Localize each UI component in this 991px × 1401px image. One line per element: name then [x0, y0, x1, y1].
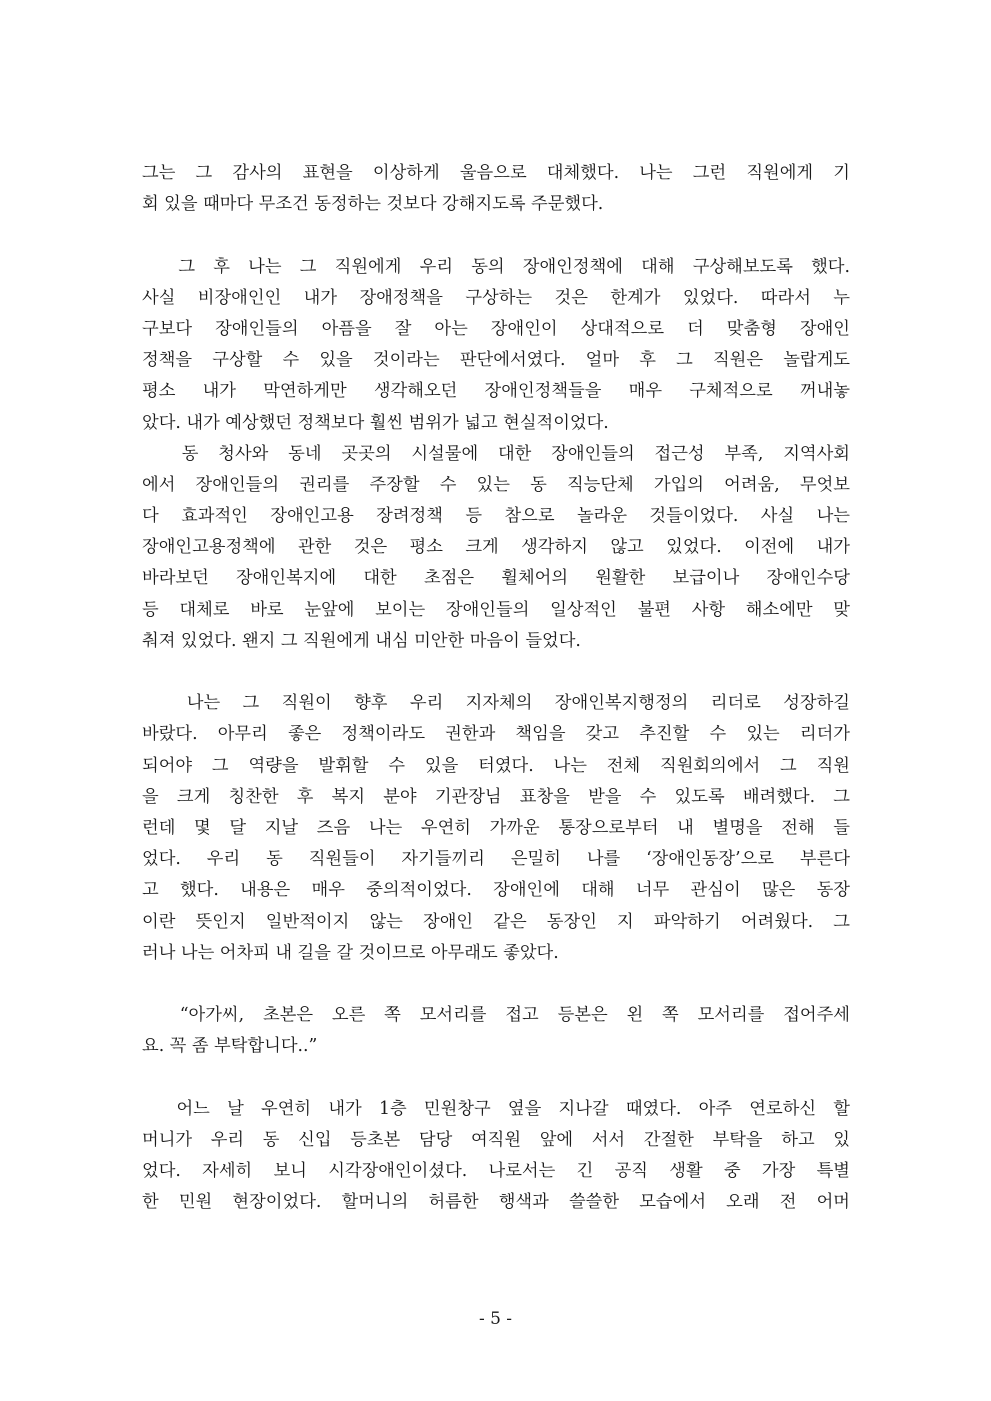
- text-line: 었다. 우리 동 직원들이 자기들끼리 은밀히 나를 ‘장애인동장’으로 부른다: [142, 849, 850, 870]
- text-line: 았다. 내가 예상했던 정책보다 훨씬 범위가 넓고 현실적이었다.: [142, 412, 609, 433]
- paragraph-4: [142, 1000, 850, 1062]
- text-line: 을 크게 칭찬한 후 복지 분야 기관장님 표창을 받을 수 있도록 배려했다. 그: [142, 786, 850, 807]
- paragraph-5: [142, 1094, 850, 1219]
- text-line: 등 대체로 바로 눈앞에 보이는 장애인들의 일상적인 불편 사항 해소에만 맞: [142, 599, 850, 620]
- text-line: 바라보던 장애인복지에 대한 초점은 휠체어의 원활한 보급이나 장애인수당: [142, 568, 850, 589]
- text-line: 구보다 장애인들의 아픔을 잘 아는 장애인이 상대적으로 더 맞춤형 장애인: [142, 318, 850, 339]
- text-line: 다 효과적인 장애인고용 장려정책 등 참으로 놀라운 것들이었다. 사실 나는: [142, 506, 850, 527]
- paragraph-3: [142, 688, 850, 969]
- text-line: 에서 장애인들의 권리를 주장할 수 있는 동 직능단체 가입의 어려움, 무엇보: [142, 474, 850, 495]
- paragraph-gap: [142, 220, 850, 251]
- text-line: 회 있을 때마다 무조건 동정하는 것보다 강해지도록 주문했다.: [142, 194, 604, 215]
- text-line: 정책을 구상할 수 있을 것이라는 판단에서였다. 얼마 후 그 직원은 놀랍게도: [142, 350, 850, 371]
- text-line: 머니가 우리 동 신입 등초본 담당 여직원 앞에 서서 간절한 부탁을 하고 있: [142, 1129, 850, 1150]
- text-line: 었다. 자세히 보니 시각장애인이셨다. 나로서는 긴 공직 생활 중 가장 특별: [142, 1161, 850, 1181]
- paragraph-gap: [142, 657, 850, 688]
- text-line: 평소 내가 막연하게만 생각해오던 장애인정책들을 매우 구체적으로 꺼내놓: [142, 381, 850, 402]
- text-line: 나는 그 직원이 향후 우리 지자체의 장애인복지행정의 리더로 성장하길: [142, 693, 850, 714]
- paragraph-gap: [142, 1062, 850, 1093]
- page-body: [142, 158, 850, 1218]
- text-line: 러나 나는 어차피 내 길을 갈 것이므로 아무래도 좋았다.: [142, 942, 559, 963]
- text-line: 춰져 있었다. 왠지 그 직원에게 내심 미안한 마음이 들었다.: [142, 630, 581, 651]
- text-line: 되어야 그 역량을 발휘할 수 있을 터였다. 나는 전체 직원회의에서 그 직원: [142, 755, 850, 776]
- text-line: 런데 몇 달 지날 즈음 나는 우연히 가까운 통장으로부터 내 별명을 전해 들: [142, 817, 850, 838]
- text-line: 그는 그 감사의 표현을 이상하게 울음으로 대체했다. 나는 그런 직원에게 기: [142, 163, 850, 183]
- text-line: 장애인고용정책에 관한 것은 평소 크게 생각하지 않고 있었다. 이전에 내가: [142, 537, 850, 558]
- text-line: 어느 날 우연히 내가 1층 민원창구 옆을 지나갈 때였다. 아주 연로하신 할: [142, 1098, 850, 1119]
- paragraph-1: [142, 158, 850, 220]
- page-number: - 5 -: [478, 1309, 513, 1329]
- text-line: 요. 꼭 좀 부탁합니다..”: [142, 1036, 318, 1057]
- paragraph-gap: [142, 969, 850, 1000]
- text-line: 사실 비장애인인 내가 장애정책을 구상하는 것은 한계가 있었다. 따라서 누: [142, 287, 850, 308]
- text-line: 동 청사와 동네 곳곳의 시설물에 대한 장애인들의 접근성 부족, 지역사회: [142, 443, 850, 464]
- text-line: 이란 뜻인지 일반적이지 않는 장애인 같은 동장인 지 파악하기 어려웠다. 그: [142, 911, 850, 932]
- text-line: “아가씨, 초본은 오른 쪽 모서리를 접고 등본은 왼 쪽 모서리를 접어주세: [142, 1005, 850, 1026]
- text-line: 바랐다. 아무리 좋은 정책이라도 권한과 책임을 갖고 추진할 수 있는 리더가: [142, 724, 850, 745]
- text-line: 그 후 나는 그 직원에게 우리 동의 장애인정책에 대해 구상해보도록 했다.: [142, 256, 850, 277]
- paragraph-2: [142, 252, 850, 657]
- text-line: 한 민원 현장이었다. 할머니의 허름한 행색과 쓸쓸한 모습에서 오래 전 어머: [142, 1192, 850, 1213]
- text-line: 고 했다. 내용은 매우 중의적이었다. 장애인에 대해 너무 관심이 많은 동장: [142, 880, 850, 901]
